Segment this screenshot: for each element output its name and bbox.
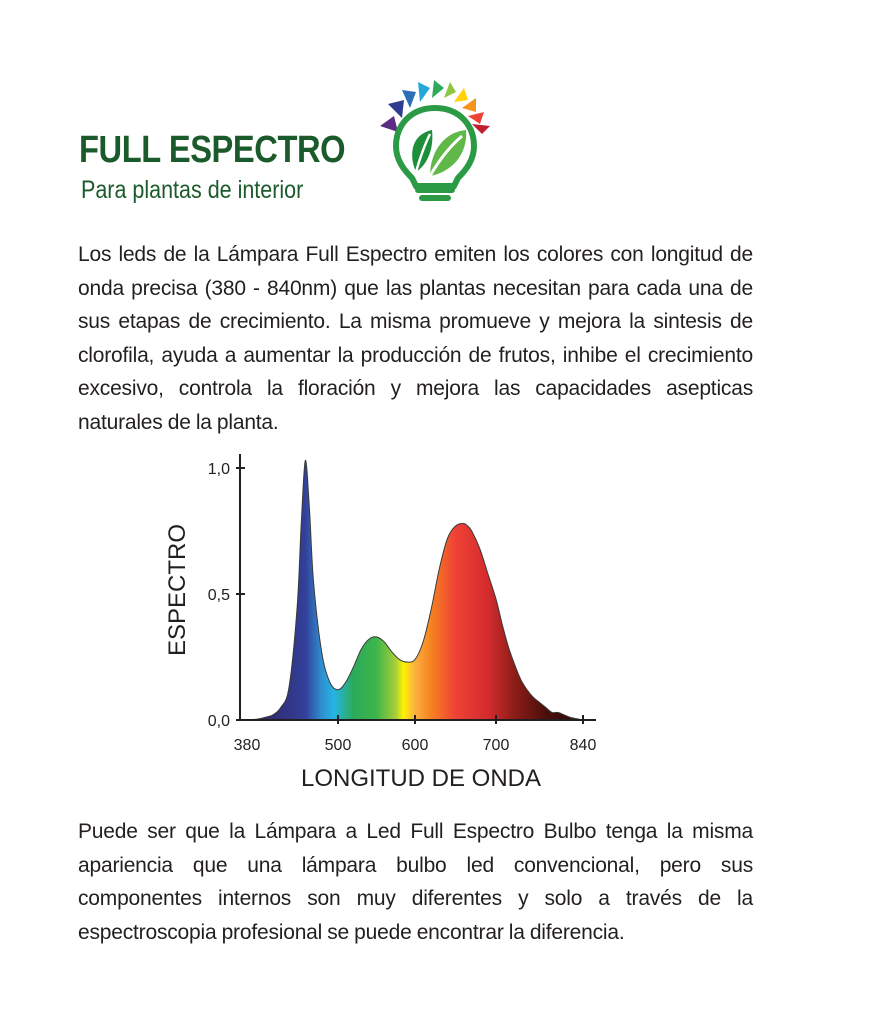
x-tick-label: 380 — [233, 737, 261, 754]
intro-paragraph: Los leds de la Lámpara Full Espectro emiten los colores con longitud de onda precisa (380 - 840nm) que las plantas necesitan para cada una de sus etapas de crecimiento. La misma promueve y mejora la sintesis de clorofila, ayuda a aumentar la producción de frutos, inhibe el crecimiento excesivo, controla la floración y mejora las capacidades asepticas naturales de la planta. — [78, 243, 753, 434]
x-tick-label: 500 — [324, 737, 352, 754]
y-tick-label: 0,5 — [207, 587, 230, 604]
y-axis-label: ESPECTRO — [164, 523, 191, 657]
x-tick-label: 600 — [401, 737, 429, 754]
page-subtitle: Para plantas de interior — [81, 176, 304, 204]
leaf-bulb-icon — [372, 78, 498, 206]
x-axis-label: LONGITUD DE ONDA — [300, 765, 542, 792]
spectrum-chart — [150, 440, 620, 800]
page-title: FULL ESPECTRO — [79, 129, 346, 171]
outro-paragraph: Puede ser que la Lámpara a Led Full Espectro Bulbo tenga la misma apariencia que una lámpara bulbo led convencional, pero sus componentes internos son muy diferentes y solo a través de la espectroscopia profesional se puede encontrar la diferencia. — [78, 820, 753, 944]
x-tick-label: 840 — [569, 737, 597, 754]
y-tick-label: 1,0 — [207, 461, 230, 478]
x-tick-label: 700 — [482, 737, 510, 754]
spectrum-area — [240, 460, 583, 720]
y-tick-label: 0,0 — [207, 713, 230, 730]
